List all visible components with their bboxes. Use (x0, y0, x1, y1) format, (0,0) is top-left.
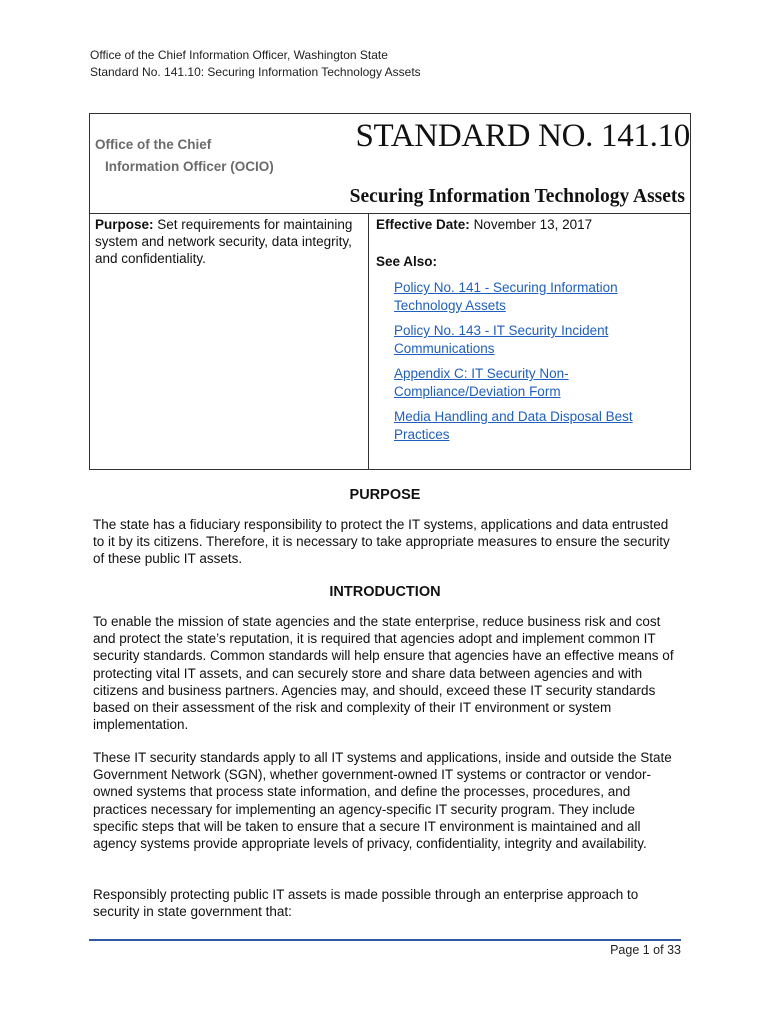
link-media-handling[interactable]: Media Handling and Data Disposal Best Practices (394, 409, 633, 442)
effective-see-also-cell (376, 216, 686, 451)
office-line-1: Office of the Chief (95, 137, 212, 152)
page-number: Page 1 of 33 (610, 943, 681, 957)
header-line-2: Standard No. 141.10: Securing Information Technology Assets (90, 65, 421, 79)
office-line-2: Information Officer (OCIO) (105, 159, 274, 174)
link-policy-141[interactable]: Policy No. 141 - Securing Information Technology Assets (394, 280, 618, 313)
standard-title-block (90, 114, 690, 213)
link-appendix-c[interactable]: Appendix C: IT Security Non-Compliance/Deviation Form (394, 366, 569, 399)
standard-title: STANDARD NO. 141.10 (355, 118, 690, 154)
footer-rule (89, 939, 681, 941)
purpose-label: Purpose: (95, 217, 154, 232)
table-divider (90, 213, 690, 214)
intro-paragraph-2: These IT security standards apply to all IT systems and applications, inside and outside the State Government Network (SGN), whether government-owned IT systems or contractor or vendor-owned systems that process state information, and define the processes, procedures, and practices necessary for implementing an agency-specific IT security program. They include specific steps that will be taken to ensure that a secure IT environment is maintained and all agency systems provide appropriate levels of privacy, confidentiality, integrity and availability. (93, 750, 672, 852)
column-divider (368, 213, 369, 469)
running-header (90, 47, 421, 81)
effective-date-value: November 13, 2017 (473, 217, 593, 232)
purpose-paragraph: The state has a fiduciary responsibility to protect the IT systems, applications and data entrusted to it by its citizens. Therefore, it is necessary to take appropriate measures to ensure the security of these public IT assets. (93, 517, 670, 567)
effective-date (376, 216, 686, 233)
purpose-heading: PURPOSE (349, 487, 421, 503)
see-also-label: See Also: (376, 254, 438, 269)
link-policy-143[interactable]: Policy No. 143 - IT Security Incident Communications (394, 323, 609, 356)
purpose-text: Set requirements for maintaining system and network security, data integrity, and confidentiality. (95, 217, 353, 266)
introduction-heading: INTRODUCTION (329, 584, 441, 600)
effective-date-label: Effective Date: (376, 217, 470, 232)
standard-info-table (89, 113, 691, 470)
intro-paragraph-1: To enable the mission of state agencies and the state enterprise, reduce business risk and cost and protect the state’s reputation, it is required that agencies adopt and implement common IT security standards. Common standards will help ensure that agencies have an effective means of protecting vital IT assets, and can securely store and share data between agencies and with citizens and business partners. Agencies may, and should, exceed these IT security standards based on their assessment of the risk and complexity of their IT environment or system implementation. (93, 614, 674, 733)
intro-paragraph-3: Responsibly protecting public IT assets is made possible through an enterprise approach to security in state government that: (93, 887, 639, 920)
header-line-1: Office of the Chief Information Officer, Washington State (90, 48, 388, 62)
see-also-links (376, 279, 686, 443)
office-name (95, 134, 274, 178)
standard-subtitle: Securing Information Technology Assets (349, 186, 685, 207)
purpose-cell (95, 216, 365, 267)
